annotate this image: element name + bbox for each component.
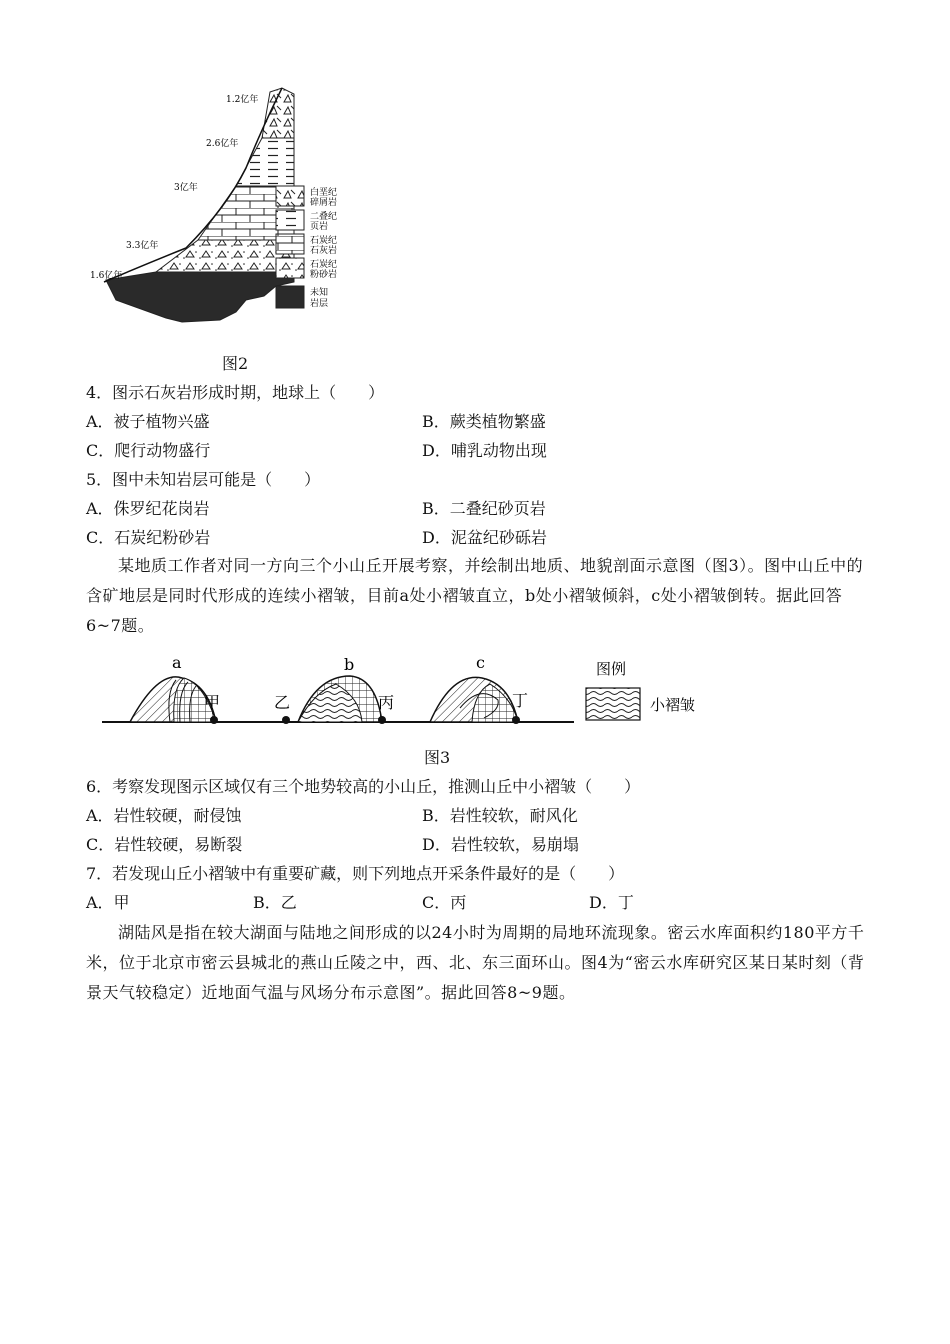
question-6-option-d: D．岩性较软，易崩塌 (422, 835, 579, 854)
age-label-5: 1.6亿年 (90, 271, 123, 281)
passage-questions-6-7: 某地质工作者对同一方向三个小山丘开展考察，并绘制出地质、地貌剖面示意图（图3）。图中山丘中的含矿地层是同时代形成的连续小褶皱，目前a处小褶皱直立，b处小褶皱倾斜，c处小褶皱倒转。据此回答6~7题。 (86, 556, 864, 635)
figure-2-caption: 图2 (222, 354, 249, 373)
hill-label-a: a (172, 653, 182, 672)
question-7-option-b: B．乙 (253, 893, 297, 912)
legend-label-fold: 小褶皱 (650, 696, 696, 714)
question-4-option-d: D．哺乳动物出现 (422, 441, 547, 460)
place-label-ding: 丁 (512, 691, 529, 710)
hill-label-b: b (344, 655, 355, 674)
hill-label-c: c (476, 653, 485, 672)
legend-swatch-fold (586, 688, 640, 720)
question-7-stem: 7．若发现山丘小褶皱中有重要矿藏，则下列地点开采条件最好的是（ ） (86, 864, 625, 883)
question-5-stem: 5．图中未知岩层可能是（ ） (86, 470, 321, 489)
question-6-stem: 6．考察发现图示区域仅有三个地势较高的小山丘，推测山丘中小褶皱（ ） (86, 777, 641, 796)
question-5-option-a: A．侏罗纪花岗岩 (86, 499, 210, 518)
legend-4-rock: 粉砂岩 (310, 270, 338, 280)
legend-5-name: 未知 (310, 288, 329, 298)
legend-2-rock: 页岩 (310, 222, 329, 232)
legend-3-name: 石炭纪 (310, 236, 338, 246)
place-label-jia: 甲 (204, 693, 221, 712)
age-label-3: 3亿年 (174, 183, 198, 193)
legend-2-name: 二叠纪 (310, 212, 338, 222)
question-4-option-c: C．爬行动物盛行 (86, 441, 211, 460)
location-dot-ding (512, 716, 520, 724)
legend-4-name: 石炭纪 (310, 260, 338, 270)
question-4-option-b: B．蕨类植物繁盛 (422, 412, 546, 431)
question-5-option-d: D．泥盆纪砂砾岩 (422, 528, 547, 547)
figure-2-legend (276, 186, 337, 309)
age-label-2: 2.6亿年 (206, 139, 239, 149)
question-7-option-c: C．丙 (422, 893, 467, 912)
hill-c (430, 677, 518, 722)
age-label-4: 3.3亿年 (126, 241, 159, 251)
legend-1-rock: 碎屑岩 (310, 198, 338, 208)
age-label-1: 1.2亿年 (226, 95, 259, 105)
question-6-option-c: C．岩性较硬，易断裂 (86, 835, 243, 854)
location-dot-yi (282, 716, 290, 724)
legend-3-rock: 石灰岩 (310, 246, 338, 256)
location-dot-jia (210, 716, 218, 724)
question-7-option-a: A．甲 (86, 893, 130, 912)
hill-b (298, 676, 382, 722)
figure-3-legend (586, 660, 695, 720)
question-4-stem: 4．图示石灰岩形成时期，地球上（ ） (86, 383, 385, 402)
legend-title: 图例 (596, 660, 627, 678)
location-dot-bing (378, 716, 386, 724)
passage-questions-8-9: 湖陆风是指在较大湖面与陆地之间形成的以24小时为周期的局地环流现象。密云水库面积约180平方千米，位于北京市密云县城北的燕山丘陵之中，西、北、东三面环山。图4为“密云水库研究区某日某时刻（背景天气较稳定）近地面气温与风场分布示意图”。据此回答8~9题。 (86, 923, 865, 1002)
question-4-option-a: A．被子植物兴盛 (86, 412, 210, 431)
place-label-yi: 乙 (274, 693, 291, 712)
place-label-bing: 丙 (378, 693, 395, 712)
question-6-option-b: B．岩性较软，耐风化 (422, 806, 578, 825)
question-5-option-c: C．石炭纪粉砂岩 (86, 528, 211, 547)
figure-3-fold-profile (100, 648, 710, 738)
rock-layer-carboniferous-siltstone (156, 240, 294, 272)
question-7-option-d: D．丁 (589, 893, 634, 912)
question-5-option-b: B．二叠纪砂页岩 (422, 499, 546, 518)
rock-layer-permian-shale (236, 138, 294, 186)
question-6-option-a: A．岩性较硬，耐侵蚀 (86, 806, 242, 825)
legend-5-rock: 岩层 (310, 299, 329, 309)
figure-2-stratigraphic-diagram (86, 68, 386, 330)
legend-1-name: 白垩纪 (310, 188, 338, 198)
rock-layer-unknown (106, 272, 294, 322)
figure-3-caption: 图3 (424, 748, 451, 767)
